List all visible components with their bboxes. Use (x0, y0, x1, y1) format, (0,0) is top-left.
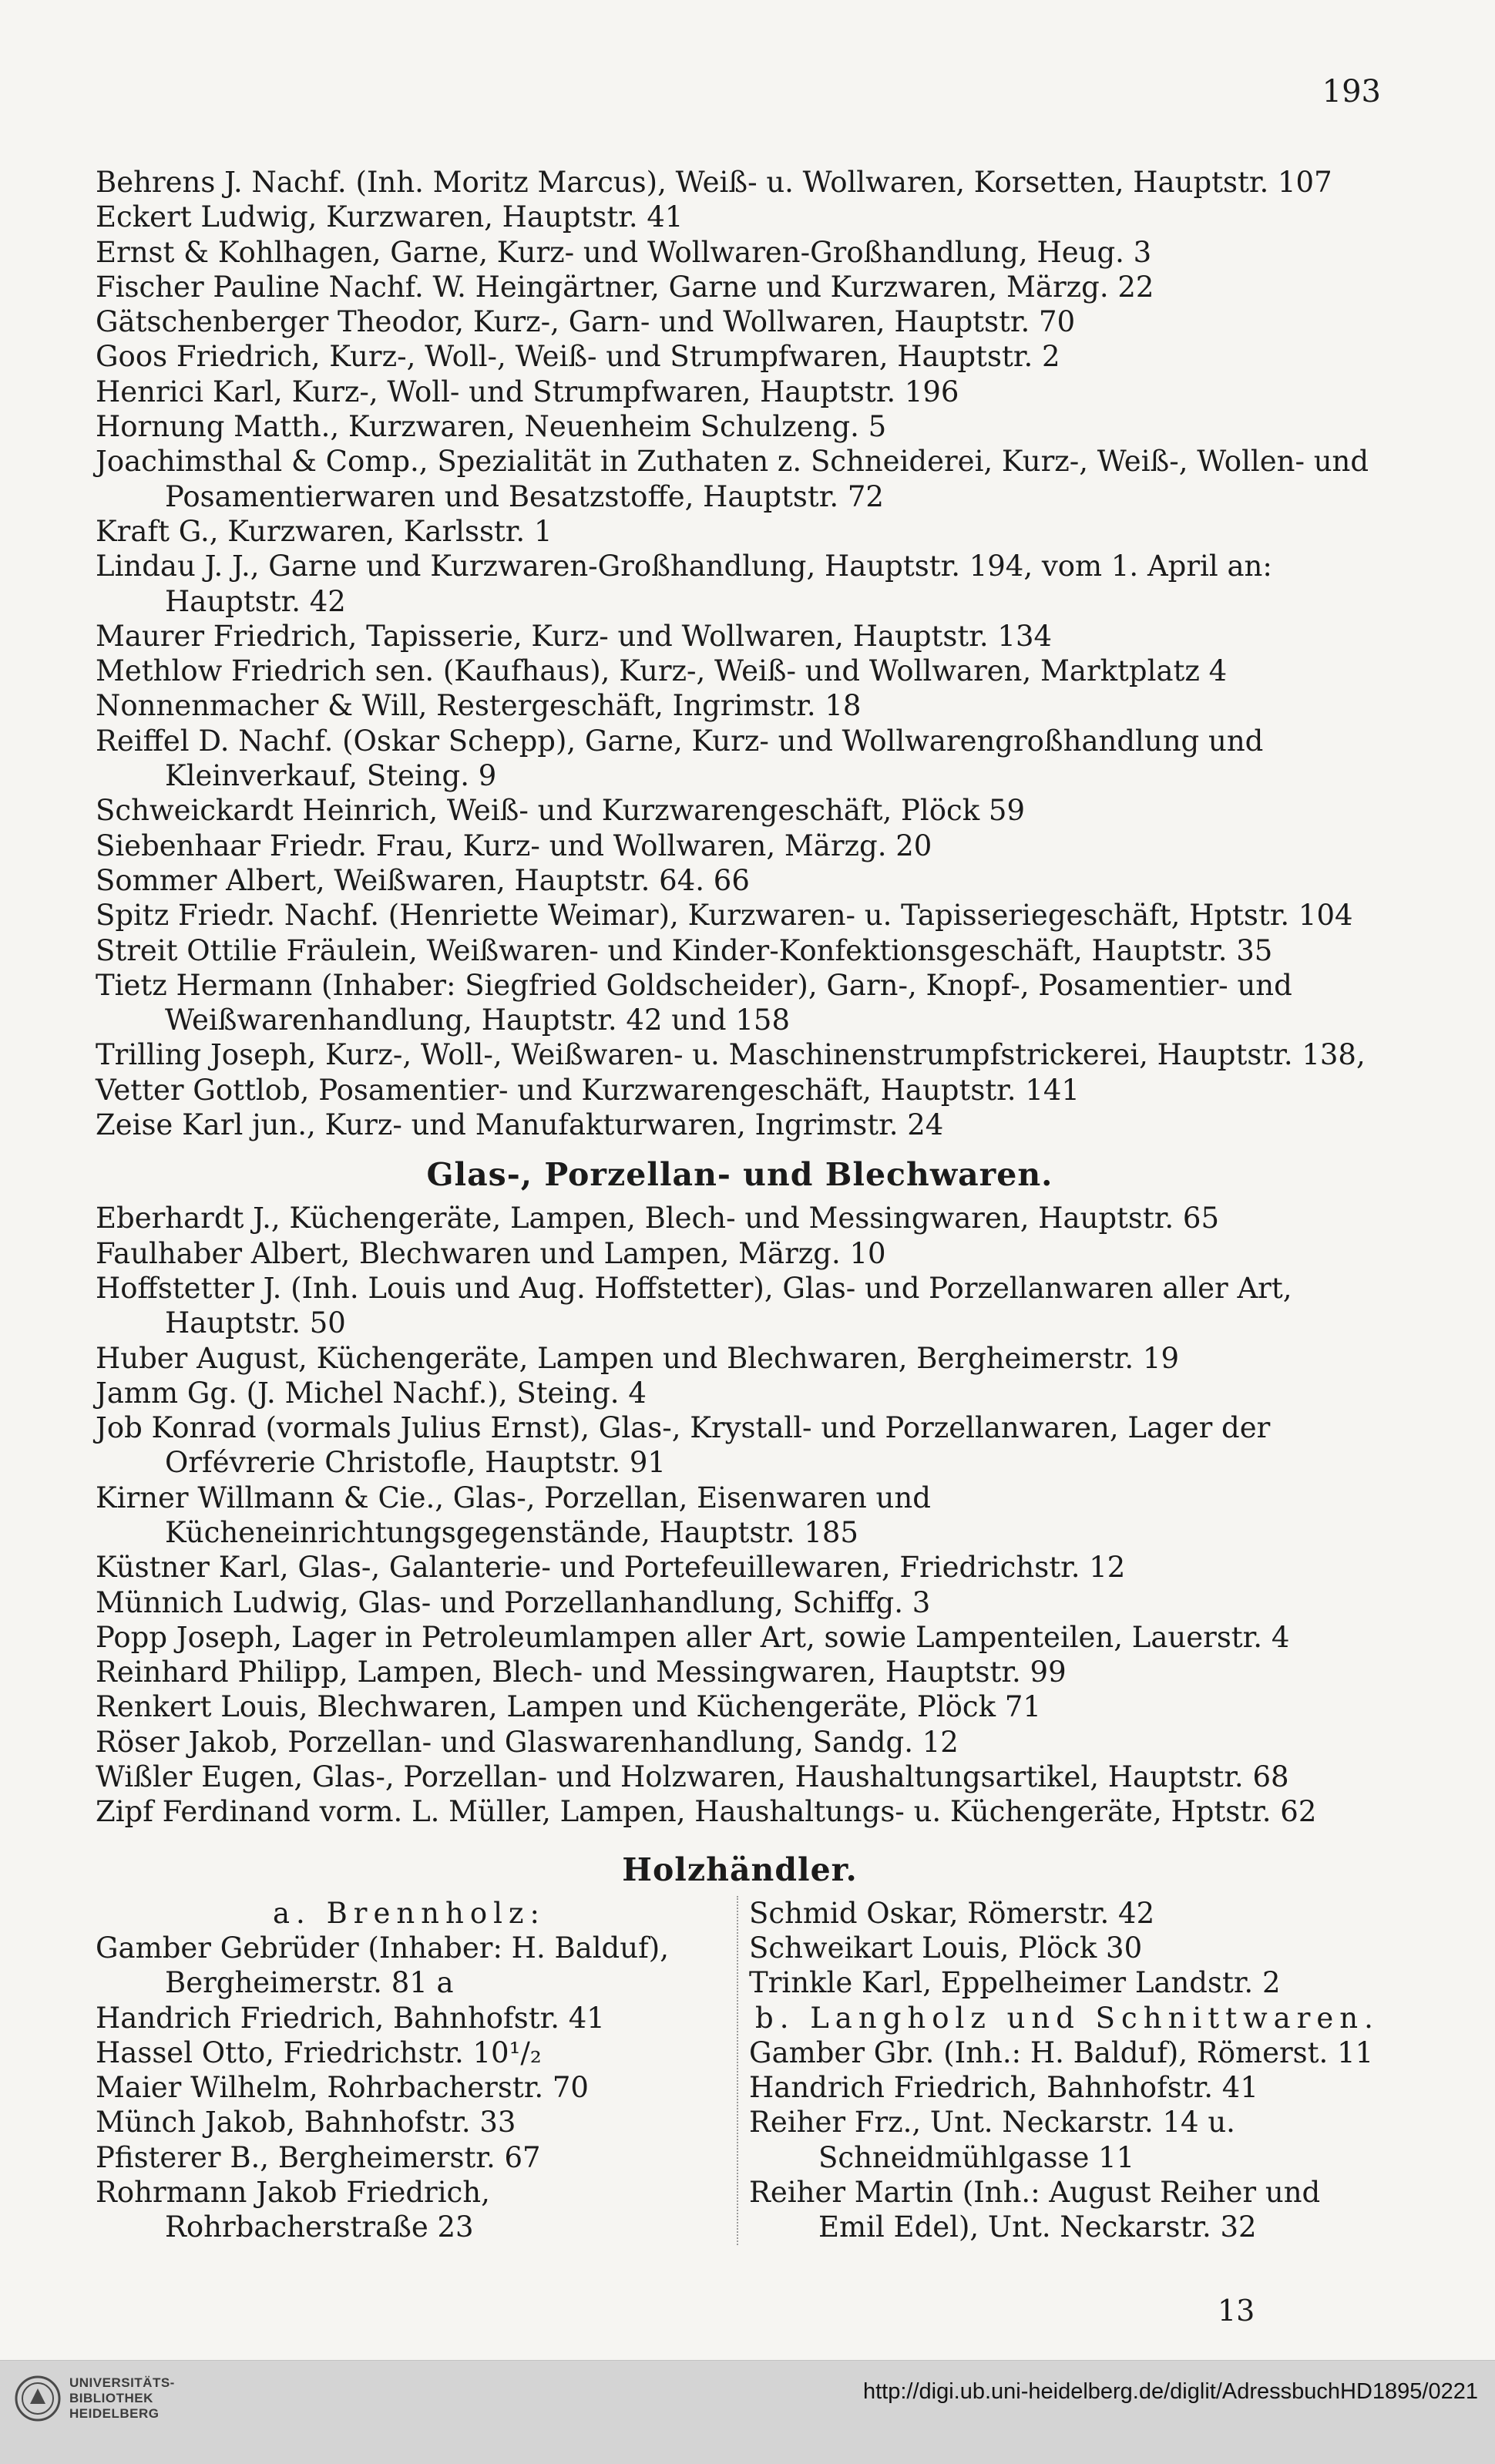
directory-entry: Pfisterer B., Bergheimerstr. 67 (96, 2140, 541, 2174)
directory-entry: Münnich Ludwig, Glas- und Porzellanhandlung, Schiffg. 3 (96, 1585, 931, 1619)
library-logo[interactable] (14, 2375, 175, 2422)
directory-entry: Methlow Friedrich sen. (Kaufhaus), Kurz-, Weiß- und Wollwaren, Marktplatz 4 (96, 654, 1228, 688)
directory-entry: Joachimsthal & Comp., Spezialität in Zuthaten z. Schneiderei, Kurz-, Weiß-, Wollen- und Posamentierwaren und Besatzstoffe, Hauptstr. 72 (96, 445, 1369, 513)
directory-entry: Reiher Frz., Unt. Neckarstr. 14 u. Schneidmühlgasse 11 (749, 2106, 1235, 2174)
directory-entry: Handrich Friedrich, Bahnhofstr. 41 (96, 2001, 605, 2035)
directory-entry: Maurer Friedrich, Tapisserie, Kurz- und Wollwaren, Hauptstr. 134 (96, 619, 1053, 653)
subheading-langholz: b. Langholz und Schnittwaren. (755, 2001, 1379, 2035)
directory-entry: Goos Friedrich, Kurz-, Woll-, Weiß- und Strumpfwaren, Hauptstr. 2 (96, 340, 1060, 374)
directory-entry: Nonnenmacher & Will, Restergeschäft, Ingrimstr. 18 (96, 689, 862, 723)
directory-entry: Faulhaber Albert, Blechwaren und Lampen, Märzg. 10 (96, 1236, 886, 1270)
directory-entry: Jamm Gg. (J. Michel Nachf.), Steing. 4 (96, 1376, 647, 1410)
directory-entry: Rohrmann Jakob Friedrich, Rohrbacherstraße 23 (96, 2176, 490, 2244)
directory-entry: Reinhard Philipp, Lampen, Blech- und Messingwaren, Hauptstr. 99 (96, 1656, 1067, 1689)
directory-entry: Trinkle Karl, Eppelheimer Landstr. 2 (749, 1966, 1281, 2000)
directory-entry: Henrici Karl, Kurz-, Woll- und Strumpfwaren, Hauptstr. 196 (96, 375, 959, 408)
directory-entry: Münch Jakob, Bahnhofstr. 33 (96, 2106, 516, 2140)
directory-entry: Trilling Joseph, Kurz-, Woll-, Weißwaren- u. Maschinenstrumpfstrickerei, Hauptstr. 138, (96, 1038, 1366, 1072)
directory-entry: Maier Wilhelm, Rohrbacherstr. 70 (96, 2071, 589, 2105)
section-kurzwaren (96, 165, 1384, 1142)
printer-signature: 13 (1218, 2294, 1255, 2328)
directory-entry: Kraft G., Kurzwaren, Karlsstr. 1 (96, 514, 553, 548)
footer-bar (0, 2360, 1495, 2464)
directory-entry: Handrich Friedrich, Bahnhofstr. 41 (749, 2071, 1258, 2105)
directory-entry: Schmid Oskar, Römerstr. 42 (749, 1896, 1155, 1930)
directory-entry: Renkert Louis, Blechwaren, Lampen und Küchengeräte, Plöck 71 (96, 1690, 1041, 1724)
directory-entry: Hoffstetter J. (Inh. Louis und Aug. Hoffstetter), Glas- und Porzellanwaren aller Art, Hauptstr. 50 (96, 1271, 1292, 1340)
holz-right-column (737, 1896, 1384, 2245)
section-holz (96, 1896, 1384, 2245)
directory-entry: Siebenhaar Friedr. Frau, Kurz- und Wollwaren, Märzg. 20 (96, 829, 932, 862)
directory-entry: Reiffel D. Nachf. (Oskar Schepp), Garne, Kurz- und Wollwarengroßhandlung und Kleinverkauf, Steing. 9 (96, 724, 1264, 793)
directory-entry: Lindau J. J., Garne und Kurzwaren-Großhandlung, Hauptstr. 194, vom 1. April an: Hauptstr. 42 (96, 550, 1272, 618)
section-heading-holz: Holzhändler. (622, 1851, 858, 1888)
source-url[interactable]: http://digi.ub.uni-heidelberg.de/diglit/AdressbuchHD1895/0221 (862, 2379, 1478, 2404)
directory-entry: Eberhardt J., Küchengeräte, Lampen, Blech- und Messingwaren, Hauptstr. 65 (96, 1202, 1220, 1235)
library-name-line-2: BIBLIOTHEK (69, 2391, 153, 2405)
section-heading-glas: Glas-, Porzellan- und Blechwaren. (426, 1156, 1053, 1194)
library-name (69, 2375, 175, 2422)
directory-entry: Gamber Gebrüder (Inhaber: H. Balduf), Bergheimerstr. 81 a (96, 1931, 669, 2000)
directory-entry: Behrens J. Nachf. (Inh. Moritz Marcus), Weiß- u. Wollwaren, Korsetten, Hauptstr. 107 (96, 166, 1332, 199)
directory-entry: Schweikart Louis, Plöck 30 (749, 1931, 1143, 1965)
library-name-line-1: UNIVERSITÄTS- (69, 2375, 175, 2390)
directory-entry: Zeise Karl jun., Kurz- und Manufakturwaren, Ingrimstr. 24 (96, 1108, 944, 1142)
directory-entry: Küstner Karl, Glas-, Galanterie- und Portefeuillewaren, Friedrichstr. 12 (96, 1551, 1126, 1585)
directory-entry: Spitz Friedr. Nachf. (Henriette Weimar), Kurzwaren- u. Tapisseriegeschäft, Hptstr. 104 (96, 899, 1353, 933)
subheading-brennholz: a. Brennholz: (273, 1896, 546, 1930)
directory-entry: Tietz Hermann (Inhaber: Siegfried Goldscheider), Garn-, Knopf-, Posamentier- und Weißwarenhandlung, Hauptstr. 42 und 158 (96, 968, 1292, 1037)
page-number: 193 (1322, 74, 1381, 109)
directory-entry: Schweickardt Heinrich, Weiß- und Kurzwarengeschäft, Plöck 59 (96, 794, 1025, 828)
page-content (96, 165, 1384, 2245)
directory-entry: Fischer Pauline Nachf. W. Heingärtner, Garne und Kurzwaren, Märzg. 22 (96, 270, 1154, 304)
directory-entry: Hassel Otto, Friedrichstr. 10¹/₂ (96, 2035, 542, 2069)
directory-entry: Gätschenberger Theodor, Kurz-, Garn- und Wollwaren, Hauptstr. 70 (96, 305, 1076, 339)
directory-entry: Ernst & Kohlhagen, Garne, Kurz- und Wollwaren-Großhandlung, Heug. 3 (96, 235, 1152, 269)
directory-entry: Eckert Ludwig, Kurzwaren, Hauptstr. 41 (96, 200, 684, 234)
section-glas (96, 1201, 1384, 1829)
directory-entry: Kirner Willmann & Cie., Glas-, Porzellan, Eisenwaren und Kücheneinrichtungsgegenstände, Hauptstr. 185 (96, 1481, 931, 1549)
directory-entry: Popp Joseph, Lager in Petroleumlampen aller Art, sowie Lampenteilen, Lauerstr. 4 (96, 1620, 1290, 1654)
library-name-line-3: HEIDELBERG (69, 2406, 160, 2421)
directory-entry: Streit Ottilie Fräulein, Weißwaren- und Kinder-Konfektionsgeschäft, Hauptstr. 35 (96, 933, 1273, 967)
directory-entry: Vetter Gottlob, Posamentier- und Kurzwarengeschäft, Hauptstr. 141 (96, 1073, 1080, 1107)
directory-entry: Zipf Ferdinand vorm. L. Müller, Lampen, Haushaltungs- u. Küchengeräte, Hptstr. 62 (96, 1795, 1317, 1829)
directory-entry: Wißler Eugen, Glas-, Porzellan- und Holzwaren, Haushaltungsartikel, Hauptstr. 68 (96, 1760, 1289, 1794)
directory-entry: Hornung Matth., Kurzwaren, Neuenheim Schulzeng. 5 (96, 410, 887, 444)
directory-entry: Huber August, Küchengeräte, Lampen und Blechwaren, Bergheimerstr. 19 (96, 1341, 1180, 1375)
university-seal-icon (14, 2375, 62, 2422)
directory-entry: Reiher Martin (Inh.: August Reiher und Emil Edel), Unt. Neckarstr. 32 (749, 2176, 1321, 2244)
directory-entry: Röser Jakob, Porzellan- und Glaswarenhandlung, Sandg. 12 (96, 1725, 959, 1759)
directory-entry: Gamber Gbr. (Inh.: H. Balduf), Römerst. 11 (749, 2035, 1374, 2069)
directory-entry: Job Konrad (vormals Julius Ernst), Glas-, Krystall- und Porzellanwaren, Lager der Orfévrerie Christofle, Hauptstr. 91 (96, 1411, 1271, 1480)
holz-left-column (96, 1896, 737, 2245)
directory-entry: Sommer Albert, Weißwaren, Hauptstr. 64. 66 (96, 863, 750, 897)
